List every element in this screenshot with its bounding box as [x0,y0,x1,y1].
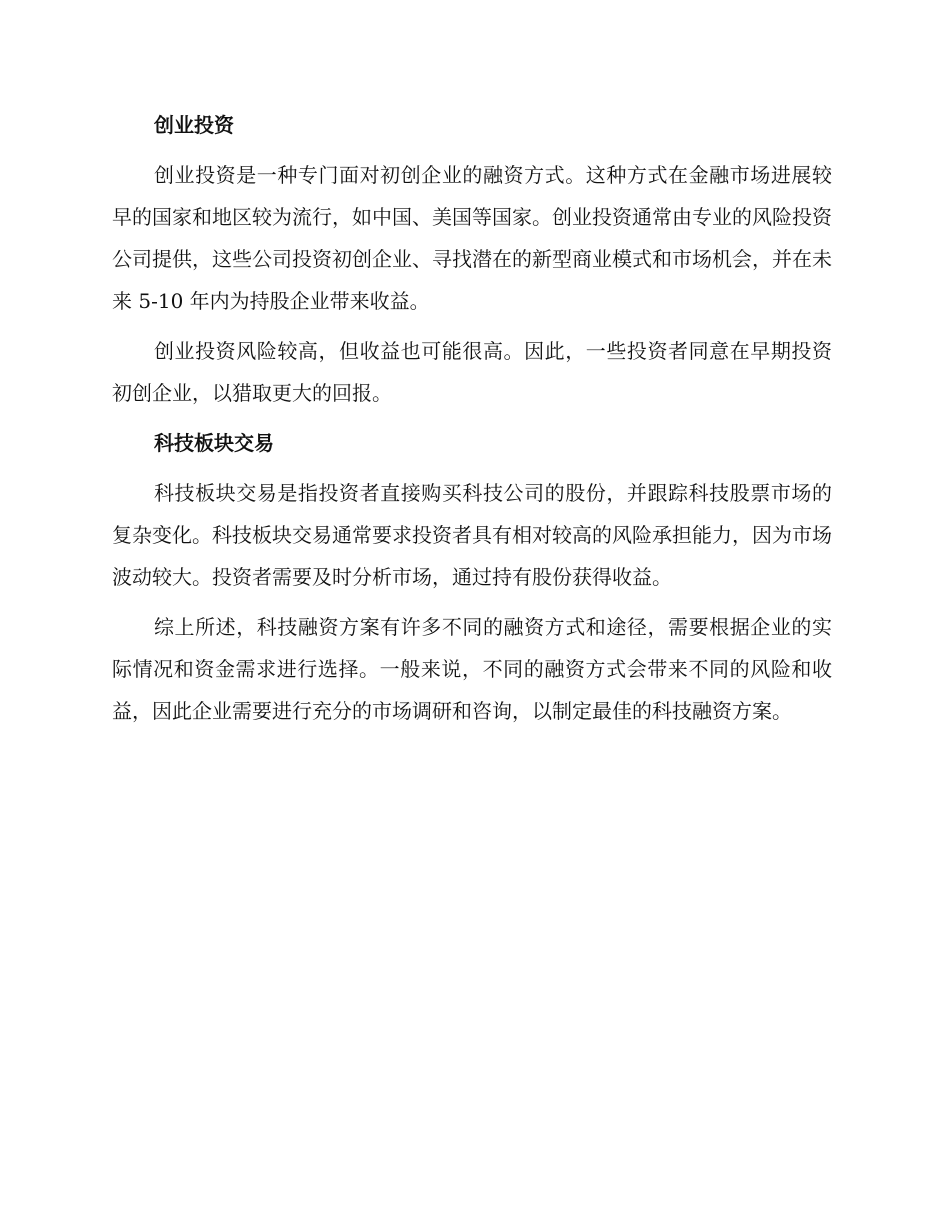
paragraph: 创业投资是一种专门面对初创企业的融资方式。这种方式在金融市场进展较早的国家和地区较为流行，如中国、美国等国家。创业投资通常由专业的风险投资公司提供，这些公司投资初创企业、寻找潜在的新型商业模式和市场机会，并在未来 5-10 年内为持股企业带来收益。 [112,163,832,313]
paragraph: 科技板块交易是指投资者直接购买科技公司的股份，并跟踪科技股票市场的复杂变化。科技板块交易通常要求投资者具有相对较高的风险承担能力，因为市场波动较大。投资者需要及时分析市场，通过持有股份获得收益。 [112,481,832,589]
section-heading-tech-sector-trading: 科技板块交易 [154,431,274,455]
paragraph: 创业投资风险较高，但收益也可能很高。因此，一些投资者同意在早期投资初创企业，以猎取更大的回报。 [112,339,832,405]
paragraph: 综上所述，科技融资方案有许多不同的融资方式和途径，需要根据企业的实际情况和资金需求进行选择。一般来说，不同的融资方式会带来不同的风险和收益，因此企业需要进行充分的市场调研和咨询，以制定最佳的科技融资方案。 [112,615,832,723]
section-heading-venture-investment: 创业投资 [154,113,234,137]
document-page [112,104,832,740]
